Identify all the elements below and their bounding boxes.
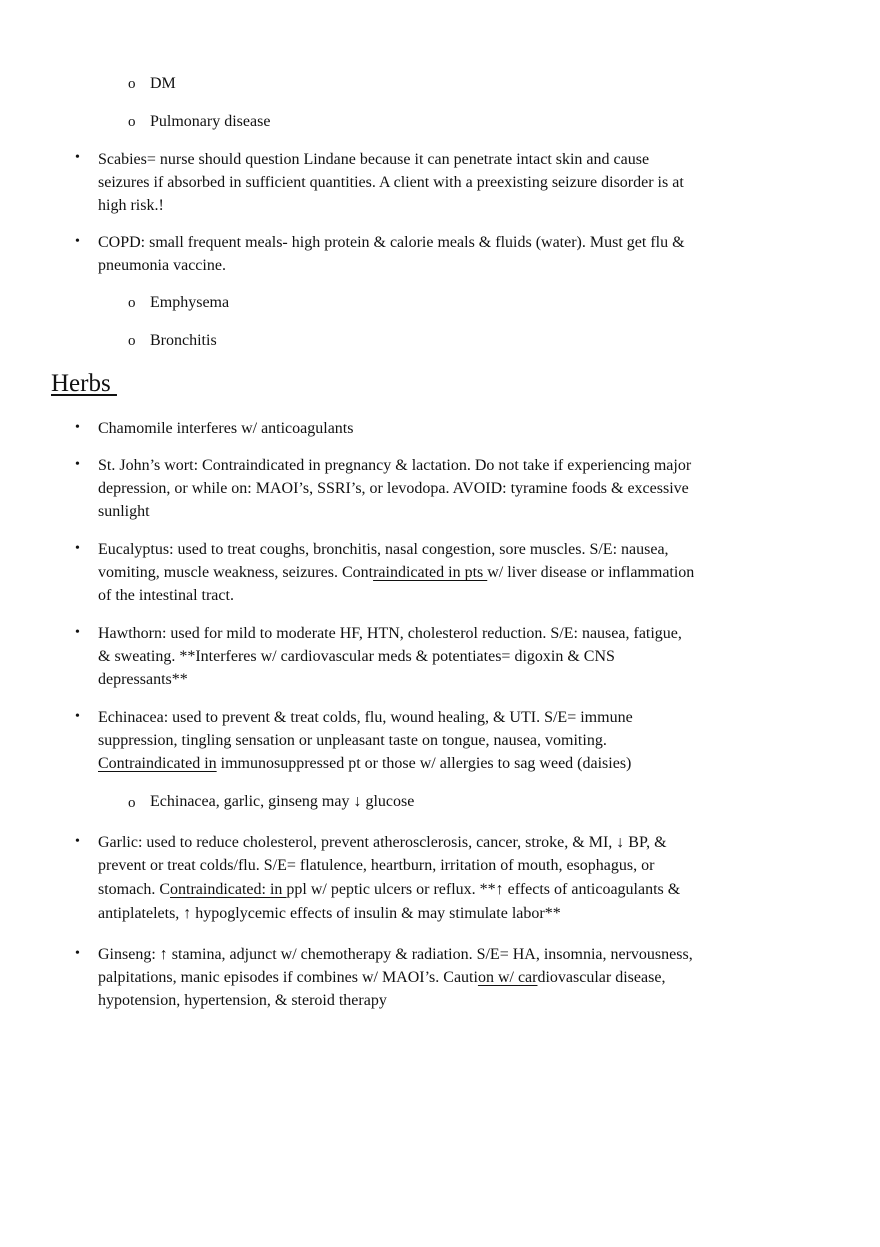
eucalyptus-line: vomiting, muscle weakness, seizures. Contraindicated in pts w/ liver disease or inflammation (98, 564, 695, 581)
bullet-marker: • (75, 834, 80, 849)
underlined-text: Contraindicated in (98, 755, 217, 772)
sub-item-emphysema: Emphysema (150, 294, 230, 311)
eucalyptus-line: Eucalyptus: used to treat coughs, bronchitis, nasal congestion, sore muscles. S/E: nausea, (98, 541, 669, 558)
garlic-line: antiplatelets, ↑ hypoglycemic effects of insulin & may stimulate labor** (98, 905, 561, 922)
bullet-marker: • (75, 457, 80, 472)
eucalyptus-line: of the intestinal tract. (98, 587, 234, 604)
st-johns-line: St. John’s wort: Contraindicated in pregnancy & lactation. Do not take if experiencing major (98, 457, 692, 474)
hawthorn-line: Hawthorn: used for mild to moderate HF, HTN, cholesterol reduction. S/E: nausea, fatigue, (98, 625, 682, 642)
ginseng-line: hypotension, hypertension, & steroid therapy (98, 992, 387, 1009)
garlic-line: Garlic: used to reduce cholesterol, prevent atherosclerosis, cancer, stroke, & MI, ↓ BP, & (98, 834, 667, 851)
underlined-text: ontraindicated: in (170, 881, 287, 898)
sub-item-dm: DM (150, 75, 176, 92)
bullet-marker: • (75, 946, 80, 961)
sub-bullet-marker: o (128, 795, 136, 811)
hawthorn-line: depressants** (98, 671, 188, 688)
garlic-line: prevent or treat colds/flu. S/E= flatulence, heartburn, irritation of mouth, esophagus, or (98, 857, 655, 874)
underlined-text: on w/ car (477, 969, 538, 986)
ginseng-line: Ginseng: ↑ stamina, adjunct w/ chemotherapy & radiation. S/E= HA, insomnia, nervousness, (98, 946, 693, 963)
st-johns-line: sunlight (98, 503, 150, 520)
ginseng-line: palpitations, manic episodes if combines w/ MAOI’s. Caution w/ cardiovascular disease, (98, 969, 666, 986)
sub-item-bronchitis: Bronchitis (150, 332, 217, 349)
chamomile-line: Chamomile interferes w/ anticoagulants (98, 420, 354, 437)
bullet-marker: • (75, 150, 80, 165)
copd-line: pneumonia vaccine. (98, 257, 226, 274)
echinacea-line: Echinacea: used to prevent & treat colds, flu, wound healing, & UTI. S/E= immune (98, 709, 633, 726)
bullet-marker: • (75, 420, 80, 435)
sub-item-glucose: Echinacea, garlic, ginseng may ↓ glucose (150, 793, 415, 810)
bullet-marker: • (75, 234, 80, 249)
sub-bullet-marker: o (128, 333, 136, 349)
herbs-heading: Herbs (51, 370, 117, 397)
sub-item-pulmonary: Pulmonary disease (150, 113, 271, 130)
echinacea-line: suppression, tingling sensation or unpleasant taste on tongue, nausea, vomiting. (98, 732, 607, 749)
sub-bullet-marker: o (128, 295, 136, 311)
scabies-line: Scabies= nurse should question Lindane because it can penetrate intact skin and cause (98, 151, 650, 168)
bullet-marker: • (75, 625, 80, 640)
sub-bullet-marker: o (128, 76, 136, 92)
garlic-line: stomach. Contraindicated: in ppl w/ peptic ulcers or reflux. **↑ effects of anticoagulants & (98, 881, 681, 898)
scabies-line: seizures if absorbed in sufficient quantities. A client with a preexisting seizure disorder is at (98, 174, 684, 191)
bullet-marker: • (75, 541, 80, 556)
scabies-line: high risk.! (98, 197, 164, 214)
echinacea-line: Contraindicated in immunosuppressed pt or those w/ allergies to sag weed (daisies) (98, 755, 632, 772)
st-johns-line: depression, or while on: MAOI’s, SSRI’s, or levodopa. AVOID: tyramine foods & excessive (98, 480, 689, 497)
sub-bullet-marker: o (128, 114, 136, 130)
underlined-text: raindicated in pts (373, 564, 488, 581)
hawthorn-line: & sweating. **Interferes w/ cardiovascular meds & potentiates= digoxin & CNS (98, 648, 615, 665)
copd-line: COPD: small frequent meals- high protein & calorie meals & fluids (water). Must get flu & (98, 234, 685, 251)
bullet-marker: • (75, 709, 80, 724)
